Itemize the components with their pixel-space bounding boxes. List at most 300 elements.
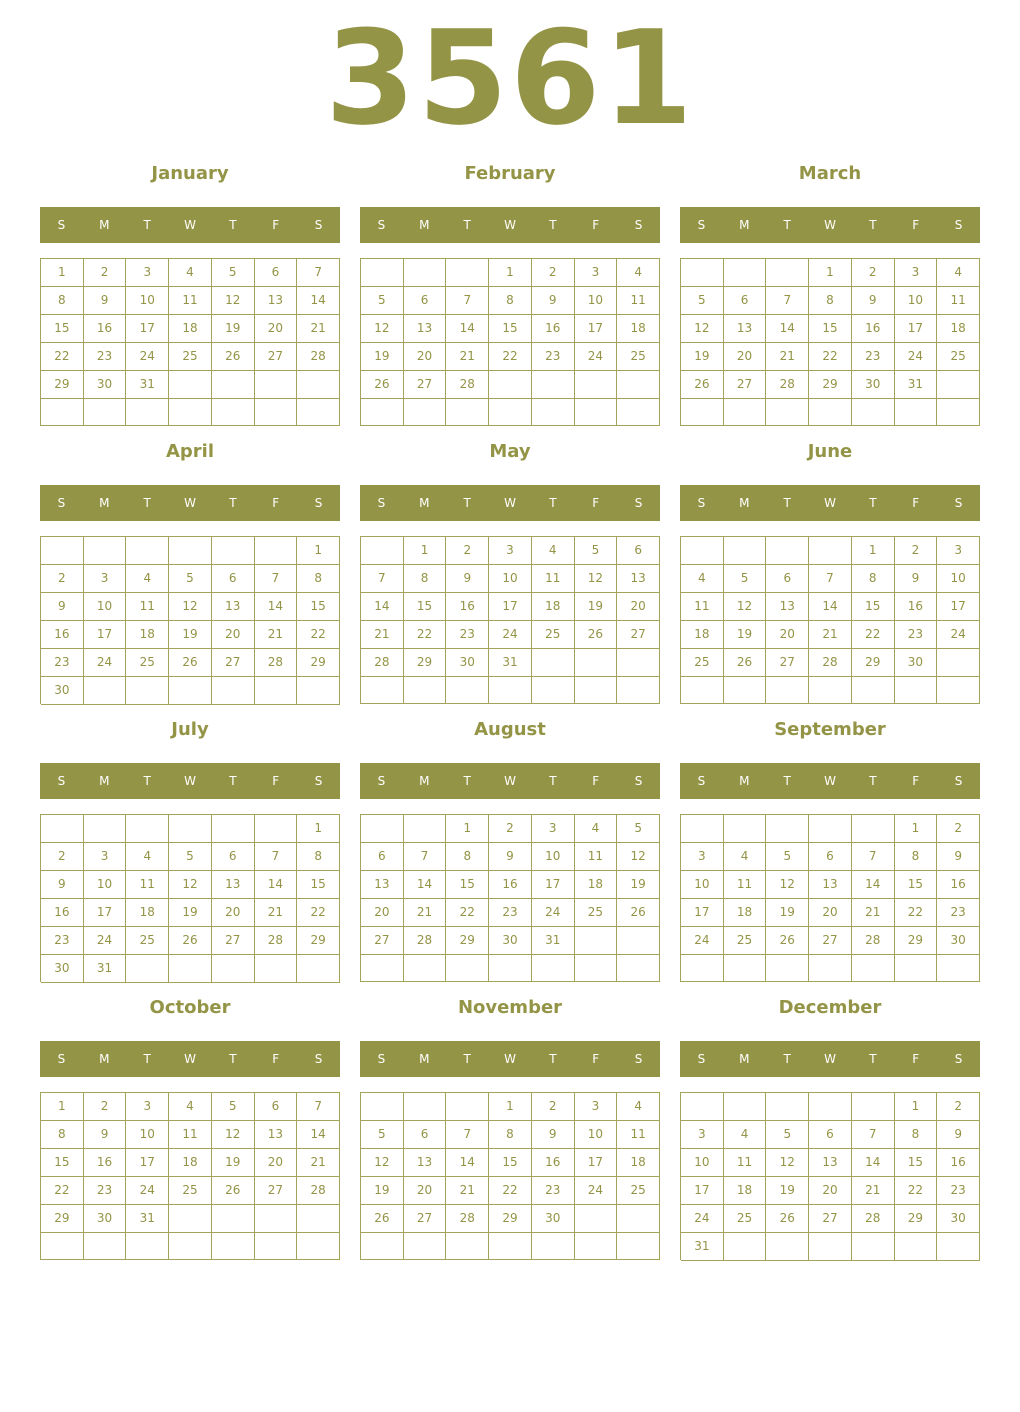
day-cell: 1 bbox=[41, 1093, 84, 1121]
empty-cell bbox=[809, 537, 852, 565]
day-cell: 5 bbox=[169, 843, 212, 871]
empty-cell bbox=[212, 677, 255, 705]
day-cell: 21 bbox=[361, 621, 404, 649]
day-cell: 25 bbox=[126, 649, 169, 677]
day-cell: 15 bbox=[41, 1149, 84, 1177]
month-name: May bbox=[489, 441, 531, 462]
day-cell: 20 bbox=[255, 1149, 298, 1177]
day-cell: 6 bbox=[404, 287, 447, 315]
weekday-header bbox=[680, 763, 980, 799]
empty-cell bbox=[532, 371, 575, 399]
day-cell: 28 bbox=[446, 1205, 489, 1233]
day-cell: 13 bbox=[617, 565, 660, 593]
day-cell: 14 bbox=[297, 1121, 340, 1149]
day-cell: 7 bbox=[446, 287, 489, 315]
day-cell: 19 bbox=[169, 621, 212, 649]
day-cell: 14 bbox=[852, 871, 895, 899]
day-cell: 20 bbox=[617, 593, 660, 621]
weekday-header bbox=[360, 485, 660, 521]
weekday-label: S bbox=[57, 774, 66, 788]
weekday-label: M bbox=[99, 218, 110, 232]
day-cell: 30 bbox=[446, 649, 489, 677]
day-cell: 24 bbox=[681, 927, 724, 955]
day-cell: 24 bbox=[532, 899, 575, 927]
weekday-label: W bbox=[184, 774, 196, 788]
day-cell: 1 bbox=[852, 537, 895, 565]
day-cell: 25 bbox=[532, 621, 575, 649]
empty-cell bbox=[937, 677, 980, 704]
day-cell: 19 bbox=[212, 315, 255, 343]
weekday-label: M bbox=[99, 774, 110, 788]
empty-cell bbox=[532, 649, 575, 677]
empty-cell bbox=[126, 537, 169, 565]
day-cell: 26 bbox=[617, 899, 660, 927]
empty-cell bbox=[617, 1205, 660, 1233]
day-cell: 25 bbox=[617, 1177, 660, 1205]
day-cell: 16 bbox=[446, 593, 489, 621]
empty-cell bbox=[724, 1093, 767, 1121]
weekday-label: T bbox=[229, 774, 237, 788]
day-cell: 9 bbox=[937, 1121, 980, 1149]
empty-cell bbox=[766, 815, 809, 843]
empty-cell bbox=[575, 1205, 618, 1233]
empty-cell bbox=[809, 1233, 852, 1261]
weekday-label: M bbox=[99, 1052, 110, 1066]
day-cell: 29 bbox=[809, 371, 852, 399]
empty-cell bbox=[169, 815, 212, 843]
day-cell: 1 bbox=[446, 815, 489, 843]
weekday-label: W bbox=[504, 774, 516, 788]
month-name: January bbox=[151, 163, 229, 184]
day-cell: 22 bbox=[852, 621, 895, 649]
weekday-label: F bbox=[272, 496, 280, 510]
weekday-label: W bbox=[184, 496, 196, 510]
empty-cell bbox=[361, 537, 404, 565]
day-cell: 9 bbox=[852, 287, 895, 315]
day-cell: 8 bbox=[297, 843, 340, 871]
day-cell: 17 bbox=[489, 593, 532, 621]
empty-cell bbox=[169, 1205, 212, 1233]
day-cell: 9 bbox=[532, 287, 575, 315]
weekday-label: S bbox=[697, 496, 706, 510]
empty-cell bbox=[681, 399, 724, 426]
weekday-label: T bbox=[229, 496, 237, 510]
day-cell: 23 bbox=[532, 343, 575, 371]
day-cell: 8 bbox=[809, 287, 852, 315]
day-cell: 7 bbox=[852, 1121, 895, 1149]
empty-cell bbox=[617, 399, 660, 426]
day-cell: 4 bbox=[724, 1121, 767, 1149]
empty-cell bbox=[489, 1233, 532, 1260]
day-cell: 23 bbox=[41, 649, 84, 677]
weekday-label: W bbox=[504, 496, 516, 510]
day-cell: 9 bbox=[84, 1121, 127, 1149]
empty-cell bbox=[724, 259, 767, 287]
day-cell: 3 bbox=[575, 1093, 618, 1121]
weekday-label: M bbox=[419, 774, 430, 788]
day-cell: 11 bbox=[724, 871, 767, 899]
empty-cell bbox=[212, 399, 255, 426]
weekday-label: T bbox=[143, 774, 151, 788]
day-cell: 24 bbox=[937, 621, 980, 649]
weekday-label: T bbox=[783, 774, 791, 788]
weekday-header bbox=[360, 207, 660, 243]
day-cell: 30 bbox=[937, 1205, 980, 1233]
empty-cell bbox=[255, 371, 298, 399]
weekday-label: S bbox=[634, 496, 643, 510]
day-cell: 16 bbox=[41, 621, 84, 649]
month-name: July bbox=[171, 719, 209, 740]
empty-cell bbox=[575, 1233, 618, 1260]
weekday-label: W bbox=[184, 218, 196, 232]
day-cell: 14 bbox=[361, 593, 404, 621]
day-cell: 19 bbox=[169, 899, 212, 927]
day-cell: 12 bbox=[617, 843, 660, 871]
weekday-label: T bbox=[229, 218, 237, 232]
day-cell: 27 bbox=[361, 927, 404, 955]
empty-cell bbox=[575, 649, 618, 677]
empty-cell bbox=[126, 399, 169, 426]
month-name: June bbox=[807, 441, 853, 462]
day-grid bbox=[680, 258, 980, 426]
day-cell: 5 bbox=[212, 1093, 255, 1121]
day-cell: 25 bbox=[681, 649, 724, 677]
empty-cell bbox=[169, 371, 212, 399]
empty-cell bbox=[766, 259, 809, 287]
empty-cell bbox=[724, 537, 767, 565]
weekday-label: W bbox=[504, 218, 516, 232]
day-cell: 25 bbox=[724, 1205, 767, 1233]
day-cell: 7 bbox=[297, 259, 340, 287]
weekday-label: T bbox=[783, 218, 791, 232]
day-cell: 14 bbox=[297, 287, 340, 315]
day-cell: 25 bbox=[937, 343, 980, 371]
month-name: March bbox=[798, 163, 862, 184]
empty-cell bbox=[532, 1233, 575, 1260]
day-cell: 15 bbox=[446, 871, 489, 899]
day-cell: 10 bbox=[489, 565, 532, 593]
empty-cell bbox=[84, 537, 127, 565]
empty-cell bbox=[532, 677, 575, 704]
empty-cell bbox=[489, 677, 532, 704]
day-cell: 22 bbox=[489, 343, 532, 371]
day-cell: 12 bbox=[169, 593, 212, 621]
weekday-label: S bbox=[377, 218, 386, 232]
day-cell: 23 bbox=[446, 621, 489, 649]
day-cell: 3 bbox=[126, 259, 169, 287]
weekday-label: T bbox=[783, 496, 791, 510]
weekday-label: S bbox=[57, 1052, 66, 1066]
day-grid bbox=[360, 536, 660, 704]
day-cell: 27 bbox=[404, 371, 447, 399]
day-cell: 2 bbox=[532, 1093, 575, 1121]
day-cell: 2 bbox=[41, 565, 84, 593]
day-cell: 8 bbox=[446, 843, 489, 871]
empty-cell bbox=[212, 1233, 255, 1260]
day-cell: 16 bbox=[937, 1149, 980, 1177]
day-cell: 19 bbox=[212, 1149, 255, 1177]
day-cell: 28 bbox=[766, 371, 809, 399]
day-cell: 9 bbox=[41, 593, 84, 621]
day-cell: 25 bbox=[169, 1177, 212, 1205]
weekday-label: S bbox=[57, 496, 66, 510]
day-cell: 17 bbox=[895, 315, 938, 343]
day-cell: 18 bbox=[126, 899, 169, 927]
day-cell: 6 bbox=[255, 259, 298, 287]
day-cell: 6 bbox=[809, 1121, 852, 1149]
empty-cell bbox=[446, 399, 489, 426]
day-cell: 17 bbox=[681, 1177, 724, 1205]
empty-cell bbox=[404, 1093, 447, 1121]
day-cell: 12 bbox=[766, 871, 809, 899]
weekday-label: W bbox=[824, 774, 836, 788]
day-cell: 6 bbox=[766, 565, 809, 593]
day-cell: 16 bbox=[84, 315, 127, 343]
day-cell: 10 bbox=[895, 287, 938, 315]
day-cell: 23 bbox=[532, 1177, 575, 1205]
day-cell: 18 bbox=[169, 1149, 212, 1177]
day-cell: 14 bbox=[255, 593, 298, 621]
day-cell: 20 bbox=[255, 315, 298, 343]
day-cell: 15 bbox=[297, 871, 340, 899]
empty-cell bbox=[41, 1233, 84, 1260]
day-cell: 28 bbox=[297, 343, 340, 371]
day-cell: 31 bbox=[681, 1233, 724, 1261]
day-grid bbox=[360, 1092, 660, 1260]
day-cell: 1 bbox=[297, 537, 340, 565]
weekday-label: M bbox=[739, 218, 750, 232]
day-grid bbox=[40, 536, 340, 704]
day-cell: 4 bbox=[126, 843, 169, 871]
weekday-label: T bbox=[143, 1052, 151, 1066]
day-cell: 16 bbox=[41, 899, 84, 927]
weekday-label: T bbox=[869, 774, 877, 788]
day-cell: 4 bbox=[575, 815, 618, 843]
day-cell: 18 bbox=[724, 899, 767, 927]
day-cell: 29 bbox=[297, 927, 340, 955]
day-cell: 23 bbox=[489, 899, 532, 927]
day-cell: 1 bbox=[404, 537, 447, 565]
day-cell: 20 bbox=[809, 1177, 852, 1205]
empty-cell bbox=[169, 677, 212, 705]
day-cell: 17 bbox=[84, 899, 127, 927]
day-cell: 16 bbox=[489, 871, 532, 899]
day-cell: 5 bbox=[766, 1121, 809, 1149]
weekday-label: S bbox=[634, 774, 643, 788]
weekday-label: T bbox=[549, 218, 557, 232]
month-name: December bbox=[778, 997, 882, 1018]
weekday-label: T bbox=[869, 1052, 877, 1066]
empty-cell bbox=[446, 259, 489, 287]
weekday-label: M bbox=[419, 1052, 430, 1066]
weekday-label: S bbox=[697, 218, 706, 232]
day-cell: 14 bbox=[255, 871, 298, 899]
empty-cell bbox=[297, 1233, 340, 1260]
empty-cell bbox=[126, 677, 169, 705]
day-cell: 29 bbox=[446, 927, 489, 955]
day-cell: 1 bbox=[895, 1093, 938, 1121]
empty-cell bbox=[126, 955, 169, 983]
day-cell: 30 bbox=[852, 371, 895, 399]
empty-cell bbox=[575, 371, 618, 399]
day-cell: 27 bbox=[809, 927, 852, 955]
day-cell: 9 bbox=[937, 843, 980, 871]
empty-cell bbox=[766, 677, 809, 704]
day-cell: 28 bbox=[255, 649, 298, 677]
day-cell: 31 bbox=[489, 649, 532, 677]
day-cell: 15 bbox=[297, 593, 340, 621]
weekday-label: S bbox=[954, 1052, 963, 1066]
day-cell: 20 bbox=[212, 899, 255, 927]
day-cell: 29 bbox=[895, 927, 938, 955]
day-cell: 3 bbox=[126, 1093, 169, 1121]
day-cell: 15 bbox=[489, 315, 532, 343]
day-cell: 29 bbox=[489, 1205, 532, 1233]
day-cell: 21 bbox=[255, 621, 298, 649]
day-cell: 28 bbox=[255, 927, 298, 955]
weekday-label: F bbox=[592, 774, 600, 788]
month-name: April bbox=[165, 441, 215, 462]
empty-cell bbox=[937, 371, 980, 399]
day-cell: 4 bbox=[169, 1093, 212, 1121]
empty-cell bbox=[404, 815, 447, 843]
empty-cell bbox=[404, 677, 447, 704]
weekday-label: S bbox=[57, 218, 66, 232]
empty-cell bbox=[852, 815, 895, 843]
day-cell: 4 bbox=[724, 843, 767, 871]
day-cell: 30 bbox=[41, 955, 84, 983]
day-cell: 18 bbox=[724, 1177, 767, 1205]
day-cell: 30 bbox=[532, 1205, 575, 1233]
day-cell: 13 bbox=[255, 287, 298, 315]
day-cell: 19 bbox=[724, 621, 767, 649]
day-cell: 8 bbox=[895, 843, 938, 871]
day-cell: 2 bbox=[852, 259, 895, 287]
day-cell: 16 bbox=[937, 871, 980, 899]
month-name: August bbox=[474, 719, 546, 740]
day-cell: 15 bbox=[852, 593, 895, 621]
weekday-label: M bbox=[739, 1052, 750, 1066]
empty-cell bbox=[617, 1233, 660, 1260]
empty-cell bbox=[41, 815, 84, 843]
weekday-header bbox=[40, 1041, 340, 1077]
day-cell: 8 bbox=[404, 565, 447, 593]
weekday-label: M bbox=[739, 496, 750, 510]
day-cell: 12 bbox=[766, 1149, 809, 1177]
day-cell: 20 bbox=[766, 621, 809, 649]
day-cell: 26 bbox=[724, 649, 767, 677]
weekday-label: S bbox=[954, 774, 963, 788]
day-cell: 19 bbox=[361, 1177, 404, 1205]
empty-cell bbox=[617, 927, 660, 955]
day-cell: 3 bbox=[84, 565, 127, 593]
day-cell: 11 bbox=[937, 287, 980, 315]
day-cell: 11 bbox=[126, 593, 169, 621]
weekday-label: F bbox=[912, 1052, 920, 1066]
day-cell: 15 bbox=[404, 593, 447, 621]
weekday-label: S bbox=[634, 1052, 643, 1066]
day-cell: 17 bbox=[681, 899, 724, 927]
empty-cell bbox=[809, 677, 852, 704]
month-name: October bbox=[149, 997, 231, 1018]
day-cell: 18 bbox=[617, 1149, 660, 1177]
day-cell: 1 bbox=[809, 259, 852, 287]
weekday-header bbox=[40, 207, 340, 243]
day-grid bbox=[40, 814, 340, 982]
day-cell: 22 bbox=[41, 1177, 84, 1205]
day-cell: 18 bbox=[575, 871, 618, 899]
day-cell: 23 bbox=[84, 1177, 127, 1205]
day-cell: 30 bbox=[937, 927, 980, 955]
day-cell: 6 bbox=[617, 537, 660, 565]
weekday-label: T bbox=[143, 496, 151, 510]
day-cell: 4 bbox=[532, 537, 575, 565]
day-cell: 5 bbox=[212, 259, 255, 287]
day-grid bbox=[360, 258, 660, 426]
empty-cell bbox=[489, 399, 532, 426]
day-cell: 15 bbox=[895, 1149, 938, 1177]
day-cell: 15 bbox=[809, 315, 852, 343]
weekday-label: S bbox=[314, 1052, 323, 1066]
weekday-label: M bbox=[419, 496, 430, 510]
weekday-label: S bbox=[954, 496, 963, 510]
day-cell: 21 bbox=[809, 621, 852, 649]
empty-cell bbox=[617, 677, 660, 704]
day-cell: 25 bbox=[126, 927, 169, 955]
day-cell: 13 bbox=[404, 1149, 447, 1177]
day-cell: 23 bbox=[937, 899, 980, 927]
weekday-label: S bbox=[377, 496, 386, 510]
day-cell: 9 bbox=[41, 871, 84, 899]
day-cell: 6 bbox=[404, 1121, 447, 1149]
day-cell: 24 bbox=[895, 343, 938, 371]
day-cell: 14 bbox=[446, 1149, 489, 1177]
empty-cell bbox=[297, 371, 340, 399]
empty-cell bbox=[937, 649, 980, 677]
day-cell: 26 bbox=[169, 927, 212, 955]
month-name: November bbox=[457, 997, 563, 1018]
day-cell: 1 bbox=[489, 259, 532, 287]
weekday-label: S bbox=[954, 218, 963, 232]
day-cell: 9 bbox=[84, 287, 127, 315]
empty-cell bbox=[212, 371, 255, 399]
empty-cell bbox=[489, 371, 532, 399]
day-cell: 17 bbox=[937, 593, 980, 621]
day-cell: 2 bbox=[446, 537, 489, 565]
empty-cell bbox=[937, 1233, 980, 1261]
day-cell: 3 bbox=[681, 1121, 724, 1149]
empty-cell bbox=[297, 1205, 340, 1233]
empty-cell bbox=[766, 399, 809, 426]
day-cell: 30 bbox=[84, 371, 127, 399]
day-cell: 6 bbox=[361, 843, 404, 871]
empty-cell bbox=[169, 399, 212, 426]
day-cell: 26 bbox=[361, 371, 404, 399]
day-cell: 6 bbox=[212, 843, 255, 871]
empty-cell bbox=[446, 955, 489, 982]
day-cell: 27 bbox=[724, 371, 767, 399]
weekday-label: F bbox=[912, 774, 920, 788]
empty-cell bbox=[169, 955, 212, 983]
day-cell: 21 bbox=[255, 899, 298, 927]
empty-cell bbox=[361, 1233, 404, 1260]
day-cell: 20 bbox=[212, 621, 255, 649]
day-cell: 28 bbox=[852, 1205, 895, 1233]
day-cell: 22 bbox=[404, 621, 447, 649]
day-cell: 31 bbox=[126, 371, 169, 399]
weekday-label: T bbox=[463, 496, 471, 510]
day-cell: 26 bbox=[169, 649, 212, 677]
